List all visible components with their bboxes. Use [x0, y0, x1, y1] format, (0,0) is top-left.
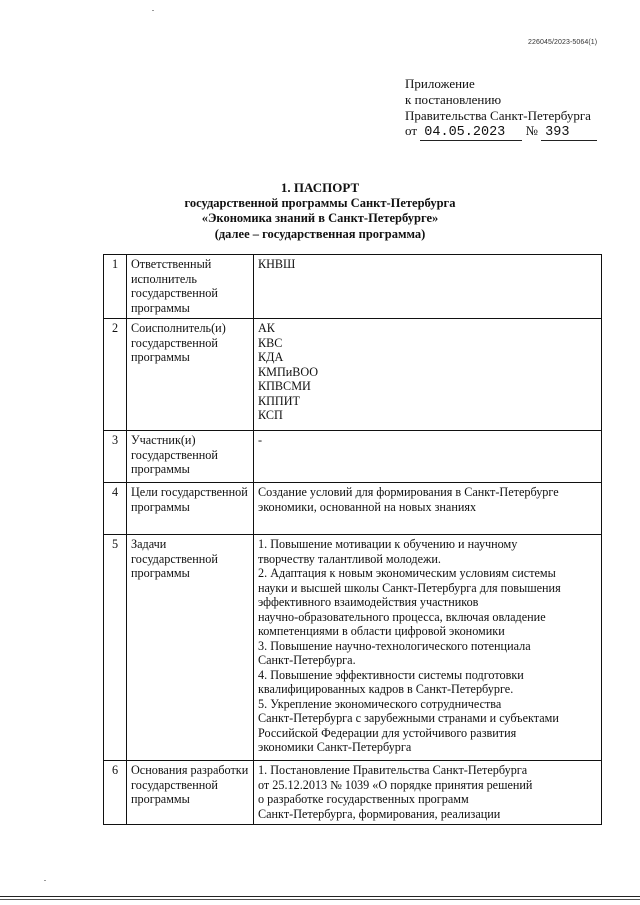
value-line: квалифицированных кадров в Санкт-Петербурге.: [258, 682, 514, 696]
value-line: АК: [258, 321, 275, 335]
value-line: о разработке государственных программ: [258, 792, 469, 806]
number-label: №: [525, 123, 538, 139]
value-line: науки и высшей школы Санкт-Петербурга для повышения: [258, 580, 561, 595]
passport-table: [103, 254, 602, 825]
row-value: [254, 483, 602, 535]
row-label: Задачи государственной программы: [127, 535, 254, 761]
appendix-line-2: к постановлению: [405, 91, 502, 107]
value-line: 1. Повышение мотивации к обучению и научному: [258, 537, 518, 551]
document-id: 226045/2023-5064(1): [528, 39, 598, 46]
value-line: Санкт-Петербурга с зарубежными странами и субъектами: [258, 711, 559, 725]
decree-number: 393: [541, 126, 597, 141]
table-row: [104, 761, 602, 825]
row-value: [254, 431, 602, 483]
row-label: Соисполнитель(и) государственной программы: [127, 319, 254, 431]
row-number: 5: [104, 535, 127, 761]
title-line-4: (далее – государственная программа): [214, 226, 426, 241]
value-line: 2. Адаптация к новым экономическим условиям системы: [258, 566, 556, 580]
row-value: [254, 761, 602, 825]
row-value: [254, 535, 602, 761]
row-value: [254, 319, 602, 431]
row-number: 3: [104, 431, 127, 483]
appendix-date-line: [405, 123, 597, 141]
value-line: творчеству талантливой молодежи.: [258, 551, 441, 566]
value-line: КНВШ: [258, 257, 296, 271]
table-row: [104, 431, 602, 483]
value-line: КМПиВОО: [258, 364, 319, 379]
title-line-1: 1. ПАСПОРТ: [280, 180, 360, 195]
appendix-line-1: Приложение: [405, 76, 475, 91]
value-line: КДА: [258, 350, 284, 364]
scan-edge-line: [0, 896, 640, 897]
decree-date: 04.05.2023: [420, 126, 522, 141]
value-line: Санкт-Петербурга, формирования, реализации: [258, 806, 501, 821]
value-line: эффективного взаимодействия участников: [258, 595, 479, 609]
row-label: Ответственный исполнитель государственной программы: [127, 255, 254, 319]
scan-edge-line: [0, 899, 640, 900]
value-line: 1. Постановление Правительства Санкт-Петербурга: [258, 763, 528, 777]
value-line: КВС: [258, 335, 283, 350]
row-label: Участник(и) государственной программы: [127, 431, 254, 483]
value-line: КСП: [258, 408, 283, 422]
from-label: от: [405, 123, 418, 139]
value-line: 5. Укрепление экономического сотрудничества: [258, 696, 502, 711]
value-line: экономики, основанной на новых знаниях: [258, 499, 477, 514]
scan-speck: [152, 10, 154, 11]
title-line-3: «Экономика знаний в Санкт-Петербурге»: [201, 211, 439, 226]
title-line-2: государственной программы Санкт-Петербурга: [184, 195, 456, 210]
table-row: [104, 255, 602, 319]
value-line: от 25.12.2013 № 1039 «О порядке принятия решений: [258, 777, 533, 792]
row-number: 1: [104, 255, 127, 319]
appendix-header: [405, 76, 597, 141]
value-line: экономики Санкт-Петербурга: [258, 740, 412, 754]
row-label: Цели государственной программы: [127, 483, 254, 535]
row-number: 6: [104, 761, 127, 825]
value-line: компетенциями в области цифровой экономики: [258, 624, 505, 638]
row-label: Основания разработки государственной программы: [127, 761, 254, 825]
table-row: [104, 483, 602, 535]
row-value: [254, 255, 602, 319]
value-line: Создание условий для формирования в Санкт-Петербурге: [258, 485, 559, 499]
value-line: -: [258, 433, 263, 447]
value-line: Санкт-Петербурга.: [258, 653, 356, 667]
table-row: [104, 535, 602, 761]
row-number: 4: [104, 483, 127, 535]
value-line: 4. Повышение эффективности системы подготовки: [258, 667, 524, 682]
value-line: КПВСМИ: [258, 379, 311, 393]
appendix-line-3: Правительства Санкт-Петербурга: [405, 107, 591, 123]
passport-title: [0, 180, 640, 242]
value-line: КППИТ: [258, 393, 300, 408]
table-row: [104, 319, 602, 431]
scan-speck: [44, 880, 46, 881]
value-line: научно-образовательного процесса, включая овладение: [258, 609, 546, 624]
value-line: 3. Повышение научно-технологического потенциала: [258, 638, 531, 653]
row-number: 2: [104, 319, 127, 431]
value-line: Российской Федерации для устойчивого развития: [258, 725, 517, 740]
